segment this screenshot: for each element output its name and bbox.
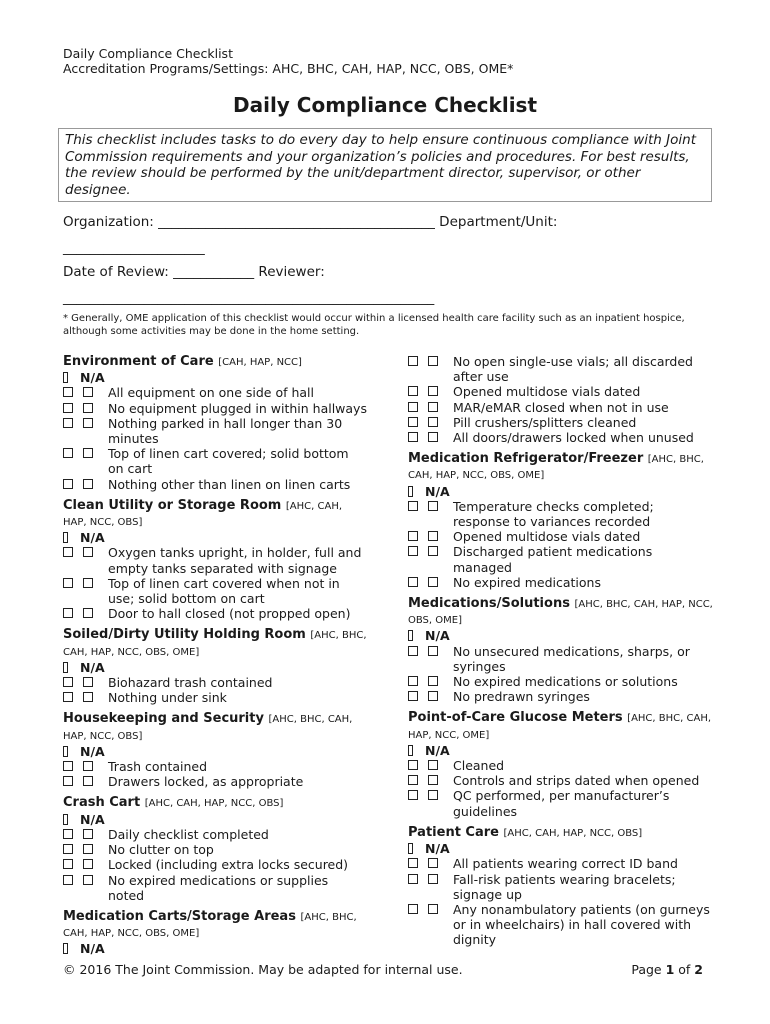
intro-box: This checklist includes tasks to do every day to help ensure continuous compliance with Joint Commission requirements and your organization’s policies and procedures. For best results, the review should be performed by the unit/department director, supervisor, or other designee. (58, 128, 712, 202)
item-checkboxes (408, 856, 453, 871)
item-checkboxes (408, 644, 453, 674)
checkbox-yes[interactable] (408, 417, 418, 427)
item-checkboxes (63, 477, 108, 492)
checkbox-yes[interactable] (63, 875, 73, 885)
checklist-section (408, 596, 713, 704)
checkbox-no[interactable] (428, 531, 438, 541)
item-checkboxes (63, 606, 108, 621)
checkbox-yes[interactable] (408, 760, 418, 770)
checklist-item (63, 545, 368, 575)
na-row (408, 628, 713, 643)
na-label: N/A (425, 742, 450, 758)
na-checkbox[interactable] (63, 372, 68, 383)
checklist-item (408, 430, 713, 445)
checkbox-no[interactable] (83, 547, 93, 557)
na-row (408, 841, 713, 856)
checklist-item (408, 758, 713, 773)
item-text: No clutter on top (108, 842, 214, 858)
item-checkboxes (63, 385, 108, 400)
checklist-item (408, 902, 713, 948)
item-text: Opened multidose vials dated (453, 384, 641, 400)
checklist-item (63, 873, 368, 903)
section-scope: [AHC, BHC, CAH, HAP, NCC, OBS, OME] (408, 599, 713, 627)
item-checkboxes (63, 842, 108, 857)
na-checkbox[interactable] (63, 532, 68, 543)
checkbox-yes[interactable] (63, 479, 73, 489)
checklist-section (63, 909, 368, 957)
item-text: Discharged patient medications managed (453, 544, 653, 575)
item-text: Top of linen cart covered; solid bottom on cart (108, 446, 349, 477)
page-current: 1 (665, 962, 675, 977)
page-of: of (674, 962, 695, 977)
checklist-item (63, 576, 368, 606)
page-footer (63, 962, 703, 977)
na-row (63, 812, 368, 827)
checklist-item (408, 529, 713, 544)
checklist-item (408, 499, 713, 529)
na-checkbox[interactable] (63, 943, 68, 954)
item-text: Nothing parked in hall longer than 30 minutes (108, 415, 343, 447)
checkbox-yes[interactable] (408, 904, 418, 914)
item-text: No predrawn syringes (453, 689, 590, 705)
section-scope: [AHC, BHC, CAH, HAP, NCC, OBS] (63, 714, 353, 742)
na-checkbox[interactable] (63, 746, 68, 757)
item-checkboxes (408, 872, 453, 902)
checklist-item (408, 689, 713, 704)
na-label: N/A (80, 370, 105, 386)
checklist-section (408, 710, 713, 818)
na-checkbox[interactable] (408, 843, 413, 854)
checklist-section (408, 354, 713, 445)
checkbox-yes[interactable] (63, 448, 73, 458)
item-text: All doors/drawers locked when unused (453, 430, 694, 446)
checkbox-no[interactable] (428, 790, 438, 800)
department-line: _____________________ (63, 240, 205, 256)
item-checkboxes (63, 827, 108, 842)
checklist-item (63, 416, 368, 446)
checkbox-no[interactable] (83, 608, 93, 618)
item-text: Any nonambulatory patients (on gurneys or in wheelchairs) in hall covered with dignity (453, 901, 710, 948)
checkbox-no[interactable] (428, 386, 438, 396)
checklist-item (63, 606, 368, 621)
checkbox-yes[interactable] (408, 402, 418, 412)
na-checkbox[interactable] (408, 745, 413, 756)
section-scope: [AHC, BHC, CAH, HAP, NCC, OBS, OME] (408, 454, 704, 482)
checkbox-yes[interactable] (408, 858, 418, 868)
checklist-item (408, 384, 713, 399)
item-checkboxes (408, 788, 453, 818)
na-label: N/A (80, 530, 105, 546)
checkbox-yes[interactable] (63, 608, 73, 618)
section-title: Point-of-Care Glucose Meters (408, 710, 623, 726)
checkbox-no[interactable] (83, 776, 93, 786)
organization-line: Organization: _________________________________________ Department/Unit: (63, 214, 558, 230)
checkbox-yes[interactable] (408, 646, 418, 656)
item-text: Pill crushers/splitters cleaned (453, 414, 637, 430)
left-column (63, 354, 368, 963)
section-scope: [AHC, CAH, HAP, NCC, OBS] (63, 500, 343, 529)
item-checkboxes (408, 773, 453, 788)
item-text: QC performed, per manufacturer’s guidelines (453, 788, 670, 819)
header-line-1: Daily Compliance Checklist (63, 46, 233, 61)
checkbox-no[interactable] (83, 844, 93, 854)
na-row (63, 660, 368, 675)
checkbox-yes[interactable] (63, 692, 73, 702)
checklist-section (63, 711, 368, 789)
checkbox-yes[interactable] (408, 577, 418, 587)
section-heading (63, 498, 368, 530)
checkbox-yes[interactable] (408, 501, 418, 511)
checkbox-no[interactable] (428, 760, 438, 770)
checkbox-no[interactable] (428, 402, 438, 412)
checkbox-yes[interactable] (63, 418, 73, 428)
item-checkboxes (63, 857, 108, 872)
na-label: N/A (80, 811, 105, 827)
na-checkbox[interactable] (63, 662, 68, 673)
item-checkboxes (408, 415, 453, 430)
item-checkboxes (63, 576, 108, 606)
item-text: No expired medications or solutions (453, 674, 678, 690)
checklist-section (63, 498, 368, 622)
checkbox-yes[interactable] (408, 874, 418, 884)
header-line-2: Accreditation Programs/Settings: AHC, BHC, CAH, HAP, NCC, OBS, OME* (63, 61, 514, 76)
checkbox-no[interactable] (428, 546, 438, 556)
item-text: All patients wearing correct ID band (453, 856, 678, 872)
na-checkbox[interactable] (408, 486, 413, 497)
section-scope: [AHC, BHC, CAH, HAP, NCC, OBS, OME] (63, 911, 357, 940)
checklist-item (63, 385, 368, 400)
checklist-section (63, 795, 368, 902)
item-text: Top of linen cart covered when not in use; solid bottom on cart (108, 575, 340, 607)
checkbox-no[interactable] (83, 829, 93, 839)
section-heading (63, 354, 368, 370)
checkbox-yes[interactable] (408, 546, 418, 556)
checkbox-no[interactable] (83, 859, 93, 869)
na-row (63, 530, 368, 545)
item-text: All equipment on one side of hall (108, 385, 314, 401)
checkbox-yes[interactable] (63, 387, 73, 397)
item-checkboxes (408, 529, 453, 544)
checklist-item (63, 774, 368, 789)
item-text: No unsecured medications, sharps, or syringes (453, 643, 690, 674)
checkbox-yes[interactable] (408, 790, 418, 800)
item-checkboxes (408, 674, 453, 689)
item-checkboxes (408, 575, 453, 590)
checkbox-no[interactable] (428, 417, 438, 427)
checkbox-no[interactable] (83, 418, 93, 428)
page-title: Daily Compliance Checklist (232, 93, 538, 117)
checkbox-no[interactable] (83, 875, 93, 885)
checkbox-yes[interactable] (408, 386, 418, 396)
checklist-item (408, 415, 713, 430)
na-label: N/A (425, 483, 450, 499)
section-scope: [AHC, CAH, HAP, NCC, OBS] (503, 827, 643, 839)
section-title: Medications/Solutions (408, 596, 570, 612)
checkbox-no[interactable] (428, 904, 438, 914)
checklist-item (408, 773, 713, 788)
item-checkboxes (63, 416, 108, 446)
na-row (408, 743, 713, 758)
item-checkboxes (408, 544, 453, 574)
section-heading (63, 711, 368, 743)
checkbox-no[interactable] (428, 501, 438, 511)
checkbox-yes[interactable] (63, 761, 73, 771)
item-checkboxes (408, 430, 453, 445)
na-label: N/A (425, 628, 450, 644)
page-header (63, 46, 513, 76)
checkbox-yes[interactable] (63, 844, 73, 854)
na-checkbox[interactable] (63, 814, 68, 825)
checklist-item (408, 644, 713, 674)
checklist-item (408, 856, 713, 871)
item-checkboxes (408, 384, 453, 399)
checkbox-no[interactable] (83, 448, 93, 458)
section-title: Environment of Care (63, 354, 214, 369)
checklist-item (408, 544, 713, 574)
checklist-item (408, 788, 713, 818)
item-checkboxes (408, 902, 453, 948)
na-label: N/A (80, 659, 105, 675)
item-checkboxes (408, 689, 453, 704)
checkbox-yes[interactable] (63, 859, 73, 869)
item-checkboxes (63, 759, 108, 774)
section-heading (408, 825, 713, 841)
item-checkboxes (408, 499, 453, 529)
checkbox-no[interactable] (83, 479, 93, 489)
na-row (408, 484, 713, 499)
checklist-item (63, 857, 368, 872)
checkbox-yes[interactable] (408, 531, 418, 541)
item-checkboxes (63, 675, 108, 690)
checkbox-no[interactable] (428, 577, 438, 587)
checklist-item (408, 575, 713, 590)
section-heading (63, 909, 368, 941)
section-title: Medication Refrigerator/Freezer (408, 451, 644, 467)
checkbox-no[interactable] (428, 356, 438, 366)
item-text: No equipment plugged in within hallways (108, 400, 367, 416)
checkbox-no[interactable] (83, 403, 93, 413)
checkbox-yes[interactable] (63, 403, 73, 413)
checklist-item (408, 872, 713, 902)
item-text: Locked (including extra locks secured) (108, 857, 349, 873)
footnote: * Generally, OME application of this checklist would occur within a licensed health care facility such as an inpatient hospice, although some activities may be done in the home setting. (63, 313, 685, 337)
item-text: Door to hall closed (not propped open) (108, 606, 351, 622)
na-label: N/A (425, 841, 450, 857)
item-text: Nothing under sink (108, 690, 227, 706)
section-title: Medication Carts/Storage Areas (63, 908, 296, 924)
checklist-item (63, 477, 368, 492)
page-total: 2 (694, 962, 703, 977)
item-text: Oxygen tanks upright, in holder, full and empty tanks separated with signage (108, 545, 362, 576)
item-text: Temperature checks completed; response to variances recorded (453, 498, 654, 530)
section-title: Clean Utility or Storage Room (63, 497, 282, 513)
copyright-text: © 2016 The Joint Commission. May be adapted for internal use. (63, 962, 463, 977)
date-reviewer-line: Date of Review: ____________ Reviewer: (63, 264, 325, 280)
item-text: Controls and strips dated when opened (453, 773, 700, 789)
section-title: Housekeeping and Security (63, 711, 264, 727)
item-checkboxes (63, 446, 108, 476)
checkbox-no[interactable] (83, 677, 93, 687)
checkbox-no[interactable] (428, 858, 438, 868)
section-scope: [AHC, BHC, CAH, HAP, NCC, OME] (408, 713, 712, 741)
checkbox-no[interactable] (428, 676, 438, 686)
reviewer-line: _______________________________________________________ (63, 290, 435, 306)
checklist-section (408, 451, 713, 590)
section-heading (408, 710, 713, 742)
checklist-item (408, 674, 713, 689)
checklist-item (63, 827, 368, 842)
na-row (63, 370, 368, 385)
checklist-section (63, 354, 368, 492)
checklist-item (63, 446, 368, 476)
item-text: Cleaned (453, 758, 505, 774)
checkbox-yes[interactable] (408, 356, 418, 366)
item-checkboxes (408, 400, 453, 415)
item-text: Nothing other than linen on linen carts (108, 476, 351, 492)
item-checkboxes (63, 774, 108, 789)
checklist-item (63, 759, 368, 774)
checkbox-yes[interactable] (63, 677, 73, 687)
right-column (408, 354, 713, 954)
checklist-section (63, 627, 368, 705)
checkbox-no[interactable] (83, 761, 93, 771)
section-heading (63, 795, 368, 811)
section-heading (63, 627, 368, 659)
section-scope: [AHC, BHC, CAH, HAP, NCC, OBS, OME] (63, 630, 367, 658)
checklist-item (63, 842, 368, 857)
item-checkboxes (408, 354, 453, 384)
section-heading (408, 596, 713, 628)
checkbox-yes[interactable] (63, 829, 73, 839)
item-checkboxes (63, 545, 108, 575)
checklist-item (63, 675, 368, 690)
checkbox-yes[interactable] (408, 691, 418, 701)
item-text: No expired medications or supplies noted (108, 872, 329, 903)
checklist-item (408, 354, 713, 384)
page-number (631, 962, 703, 977)
page-prefix: Page (631, 962, 666, 977)
item-text: Daily checklist completed (108, 826, 269, 842)
section-heading (408, 451, 713, 483)
checkbox-yes[interactable] (408, 676, 418, 686)
item-text: MAR/eMAR closed when not in use (453, 399, 669, 415)
item-text: Fall-risk patients wearing bracelets; signage up (453, 871, 676, 902)
na-row (63, 941, 368, 956)
checkbox-yes[interactable] (408, 775, 418, 785)
checkbox-no[interactable] (83, 578, 93, 588)
item-checkboxes (408, 758, 453, 773)
item-text: Opened multidose vials dated (453, 529, 641, 545)
item-text: Trash contained (108, 759, 208, 775)
section-title: Crash Cart (63, 795, 141, 811)
checkbox-no[interactable] (83, 692, 93, 702)
checkbox-no[interactable] (83, 387, 93, 397)
na-label: N/A (80, 743, 105, 759)
checkbox-yes[interactable] (63, 776, 73, 786)
checkbox-no[interactable] (428, 874, 438, 884)
checklist-item (63, 690, 368, 705)
na-row (63, 744, 368, 759)
checkbox-yes[interactable] (408, 432, 418, 442)
checkbox-no[interactable] (428, 646, 438, 656)
item-text: Drawers locked, as appropriate (108, 774, 304, 790)
section-title: Soiled/Dirty Utility Holding Room (63, 627, 306, 643)
item-text: No expired medications (453, 574, 601, 590)
item-checkboxes (63, 873, 108, 903)
checkbox-yes[interactable] (63, 547, 73, 557)
checklist-item (63, 401, 368, 416)
checkbox-yes[interactable] (63, 578, 73, 588)
section-title: Patient Care (408, 824, 499, 840)
checklist-section (408, 825, 713, 948)
checkbox-no[interactable] (428, 432, 438, 442)
checklist-item (408, 400, 713, 415)
section-scope: [AHC, CAH, HAP, NCC, OBS] (144, 798, 284, 810)
section-scope: [CAH, HAP, NCC] (218, 357, 302, 368)
item-text: Biohazard trash contained (108, 675, 273, 691)
checkbox-no[interactable] (428, 691, 438, 701)
checkbox-no[interactable] (428, 775, 438, 785)
item-text: No open single-use vials; all discarded after use (453, 354, 693, 385)
na-checkbox[interactable] (408, 630, 413, 641)
item-checkboxes (63, 690, 108, 705)
na-label: N/A (80, 941, 105, 957)
item-checkboxes (63, 401, 108, 416)
